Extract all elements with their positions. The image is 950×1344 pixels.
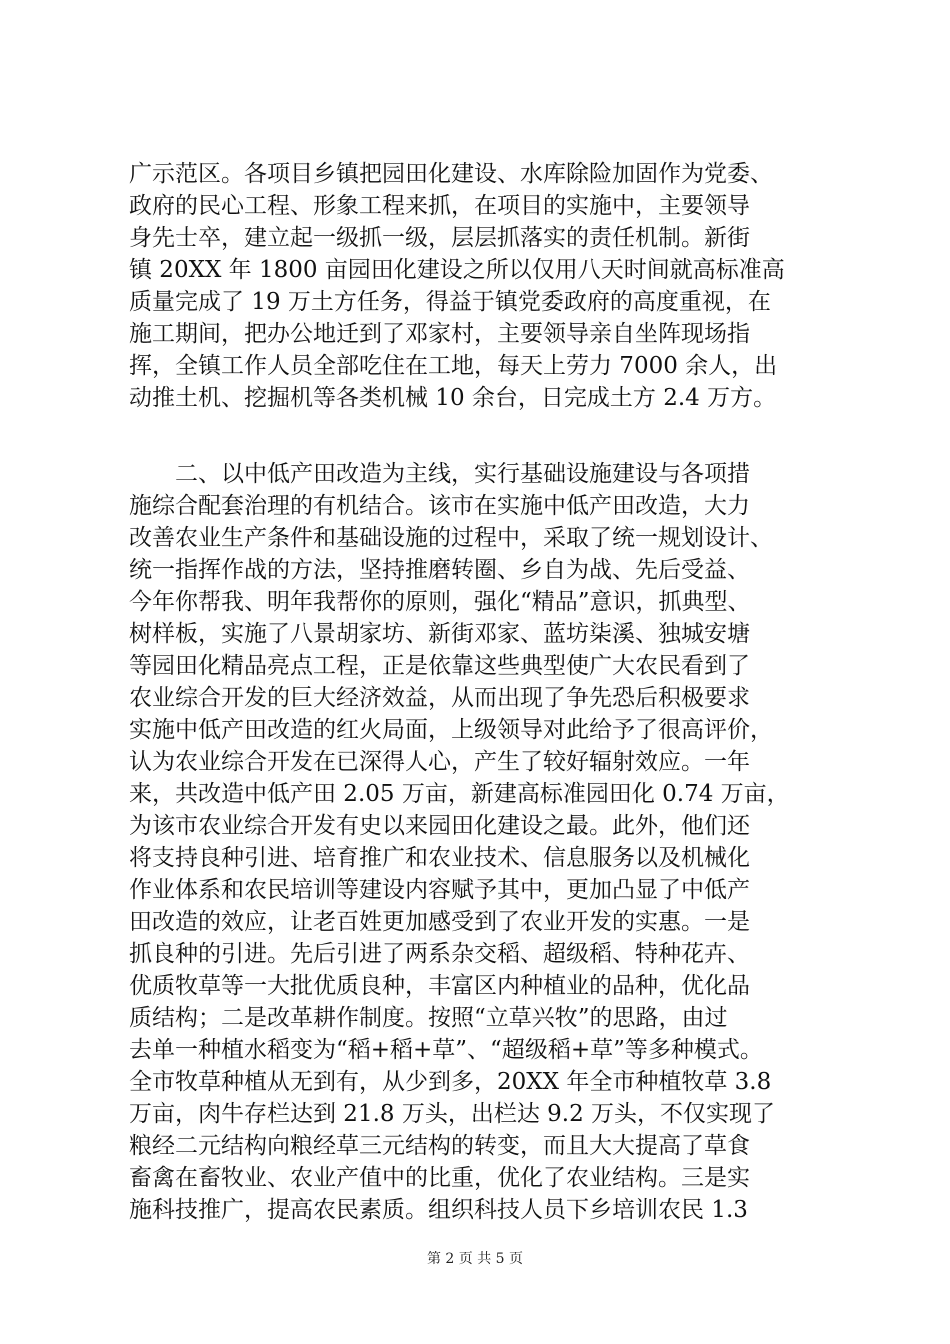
text-line: 动推土机、挖掘机等各类机械 10 余台，日完成土方 2.4 万方。: [129, 385, 777, 411]
paragraph-2: [129, 458, 821, 1226]
text-line: 广示范区。各项目乡镇把园田化建设、水库除险加固作为党委、: [129, 161, 773, 187]
text-line: 质量完成了 19 万土方任务，得益于镇党委政府的高度重视，在: [129, 289, 771, 315]
text-line: 改善农业生产条件和基础设施的过程中，采取了统一规划设计、: [129, 525, 773, 551]
text-line: 来，共改造中低产田 2.05 万亩，新建高标准园田化 0.74 万亩，: [129, 781, 790, 807]
page-footer: 第 2 页 共 5 页: [426, 1251, 524, 1267]
text-line: 二、以中低产田改造为主线，实行基础设施建设与各项措: [175, 461, 750, 487]
text-line: 粮经二元结构向粮经草三元结构的转变，而且大大提高了草食: [129, 1133, 750, 1159]
text-line: 质结构；二是改革耕作制度。按照“立草兴牧”的思路，由过: [129, 1005, 728, 1031]
text-line: 镇 20XX 年 1800 亩园田化建设之所以仅用八天时间就高标准高: [129, 257, 785, 283]
text-line: 认为农业综合开发在已深得人心，产生了较好辐射效应。一年: [129, 749, 750, 775]
text-line: 等园田化精品亮点工程，正是依靠这些典型使广大农民看到了: [129, 653, 750, 679]
text-line: 政府的民心工程、形象工程来抓，在项目的实施中，主要领导: [129, 193, 750, 219]
text-line: 畜禽在畜牧业、农业产值中的比重，优化了农业结构。三是实: [129, 1165, 750, 1191]
text-line: 今年你帮我、明年我帮你的原则，强化“精品”意识，抓典型、: [129, 589, 751, 615]
text-line: 施综合配套治理的有机结合。该市在实施中低产田改造，大力: [129, 493, 750, 519]
text-line: 施工期间，把办公地迁到了邓家村，主要领导亲自坐阵现场指: [129, 321, 750, 347]
paragraph-1: [129, 158, 821, 414]
text-line: 实施中低产田改造的红火局面，上级领导对此给予了很高评价，: [129, 717, 773, 743]
text-line: 优质牧草等一大批优质良种，丰富区内种植业的品种，优化品: [129, 973, 750, 999]
text-line: 统一指挥作战的方法，坚持推磨转圈、乡自为战、先后受益、: [129, 557, 750, 583]
text-line: 身先士卒，建立起一级抓一级，层层抓落实的责任机制。新街: [129, 225, 750, 251]
text-line: 去单一种植水稻变为“稻+稻+草”、“超级稻+草”等多种模式。: [129, 1037, 763, 1063]
text-line: 施科技推广，提高农民素质。组织科技人员下乡培训农民 1.3: [129, 1197, 748, 1223]
text-line: 万亩，肉牛存栏达到 21.8 万头，出栏达 9.2 万头，不仅实现了: [129, 1101, 776, 1127]
text-line: 挥，全镇工作人员全部吃住在工地，每天上劳力 7000 余人，出: [129, 353, 778, 379]
text-line: 全市牧草种植从无到有，从少到多，20XX 年全市种植牧草 3.8: [129, 1069, 772, 1095]
text-line: 树样板，实施了八景胡家坊、新街邓家、蓝坊柒溪、独城安塘: [129, 621, 750, 647]
text-line: 为该市农业综合开发有史以来园田化建设之最。此外，他们还: [129, 813, 750, 839]
text-line: 将支持良种引进、培育推广和农业技术、信息服务以及机械化: [129, 845, 750, 871]
text-line: 作业体系和农民培训等建设内容赋予其中，更加凸显了中低产: [129, 877, 750, 903]
text-line: 农业综合开发的巨大经济效益，从而出现了争先恐后积极要求: [129, 685, 750, 711]
document-body: [129, 158, 821, 1226]
paragraph-spacer: [129, 414, 821, 458]
text-line: 田改造的效应，让老百姓更加感受到了农业开发的实惠。一是: [129, 909, 750, 935]
text-line: 抓良种的引进。先后引进了两系杂交稻、超级稻、特种花卉、: [129, 941, 750, 967]
